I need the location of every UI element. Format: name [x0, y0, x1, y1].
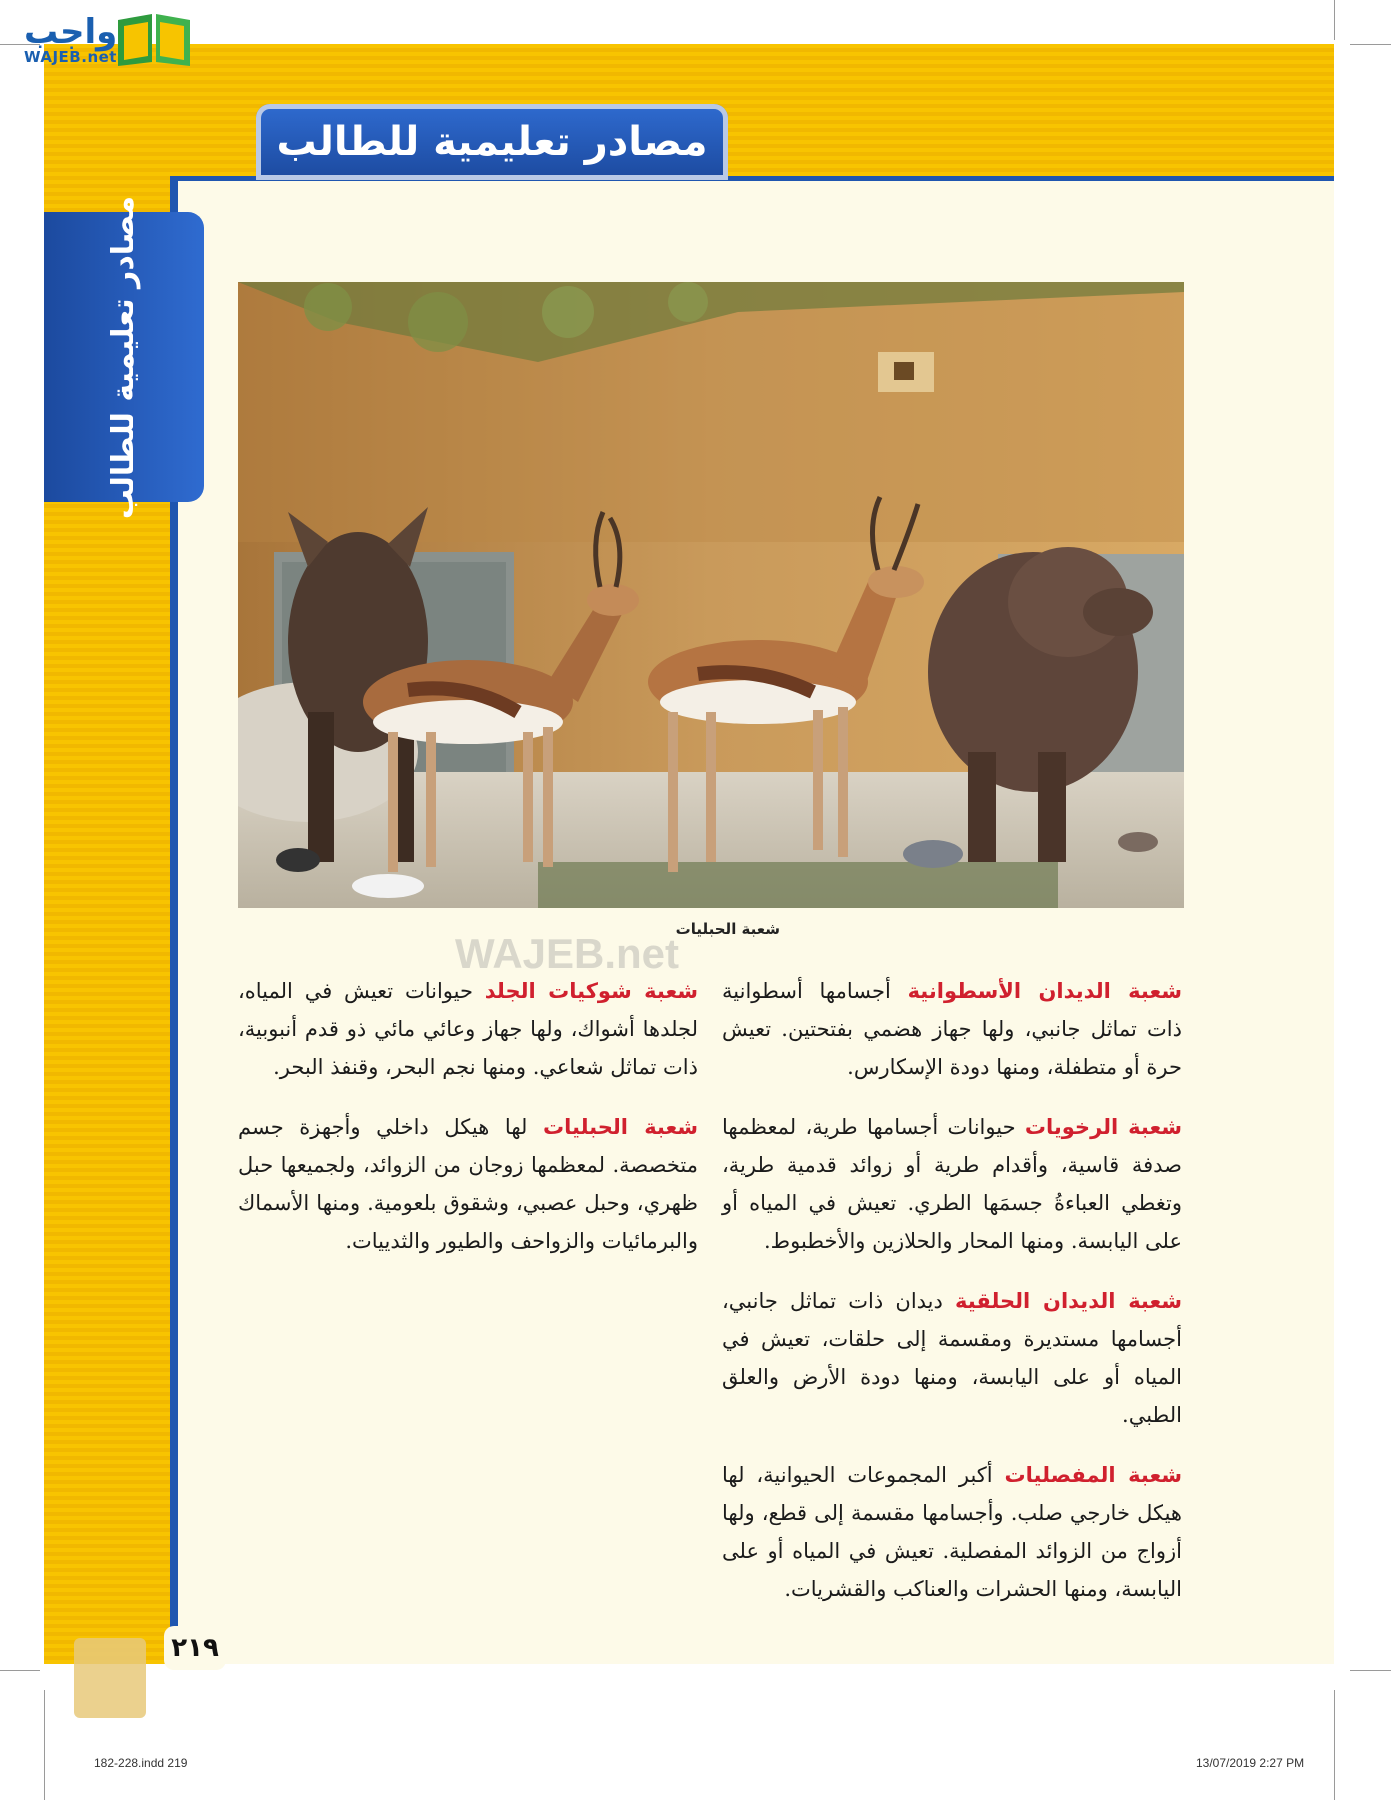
phylum-term: شعبة المفصليات	[1004, 1463, 1182, 1487]
phylum-term: شعبة الحبليات	[543, 1115, 699, 1139]
phylum-description: حيوانات تعيش في المياه، لجلدها أشواك، ولها جهاز وعائي مائي ذو قدم أنبوبية، ذات تماثل شعاعي. ومنها نجم البحر، وقنفذ البحر.	[238, 979, 698, 1079]
phylum-term: شعبة الديدان الحلقية	[955, 1289, 1183, 1313]
corner-logo-icon	[74, 1638, 146, 1718]
page-number: ٢١٩	[164, 1626, 226, 1670]
animals-photo	[238, 282, 1184, 908]
crop-mark	[1334, 0, 1335, 40]
phylum-term: شعبة الديدان الأسطوانية	[907, 979, 1182, 1003]
phylum-term: شعبة الرخويات	[1024, 1115, 1182, 1139]
phylum-term: شعبة شوكيات الجلد	[484, 979, 698, 1003]
wajeb-logo[interactable]	[10, 6, 190, 66]
watermark: WAJEB.net	[455, 930, 680, 977]
crop-mark	[0, 1670, 40, 1671]
phylum-description: حيوانات أجسامها طرية، لمعظمها صدفة قاسية، وأقدام طرية أو زوائد قدمية طرية، وتغطي العباءةُ جسمَها الطري. تعيش في المياه أو على اليابسة. ومنها المحار والحلازين والأخطبوط.	[722, 1115, 1182, 1253]
side-tab-label: مصادر تعليمية للطالب	[106, 195, 142, 519]
crop-mark	[1350, 44, 1391, 45]
phylum-paragraph	[722, 972, 1182, 1086]
phylum-paragraph	[722, 1282, 1182, 1434]
banner-title: مصادر تعليمية للطالب	[276, 119, 708, 165]
crop-mark	[1350, 1670, 1391, 1671]
right-text-column	[722, 972, 1182, 1630]
side-tab	[44, 195, 204, 519]
phylum-paragraph	[722, 1456, 1182, 1608]
phylum-description: أجسامها أسطوانية ذات تماثل جانبي، ولها جهاز هضمي بفتحتين. تعيش حرة أو متطفلة، ومنها دودة الإسكارس.	[722, 979, 1182, 1079]
figure-caption: شعبة الحبليات	[675, 920, 780, 938]
crop-mark	[1334, 1690, 1335, 1800]
phylum-paragraph	[722, 1108, 1182, 1260]
footer-file-info: 182-228.indd 219	[94, 1756, 188, 1770]
left-text-column	[238, 972, 698, 1282]
crop-mark	[44, 1690, 45, 1800]
logo-english-text: WAJEB.net	[24, 48, 117, 66]
logo-arabic-text: واجب	[24, 12, 118, 52]
phylum-paragraph	[238, 1108, 698, 1260]
phylum-description: ديدان ذات تماثل جانبي، أجسامها مستديرة ومقسمة إلى حلقات، تعيش في المياه أو على اليابسة، ومنها دودة الأرض والعلق الطبي.	[722, 1289, 1182, 1427]
phylum-description: لها هيكل داخلي وأجهزة جسم متخصصة. لمعظمها زوجان من الزوائد، ولجميعها حبل ظهري، وحبل عصبي، وشقوق بلعومية. ومنها الأسماك والبرمائيات والزواحف والطيور والثدييات.	[238, 1115, 698, 1253]
section-banner	[256, 104, 728, 180]
phylum-description: أكبر المجموعات الحيوانية، لها هيكل خارجي صلب. وأجسامها مقسمة إلى قطع، ولها أزواج من الزوائد المفصلية. تعيش في المياه أو على اليابسة، ومنها الحشرات والعناكب والقشريات.	[722, 1463, 1182, 1601]
phylum-paragraph	[238, 972, 698, 1086]
footer-timestamp: 13/07/2019 2:27 PM	[1196, 1756, 1305, 1770]
book-icon	[114, 10, 194, 68]
gazelles-illustration	[238, 282, 1184, 908]
